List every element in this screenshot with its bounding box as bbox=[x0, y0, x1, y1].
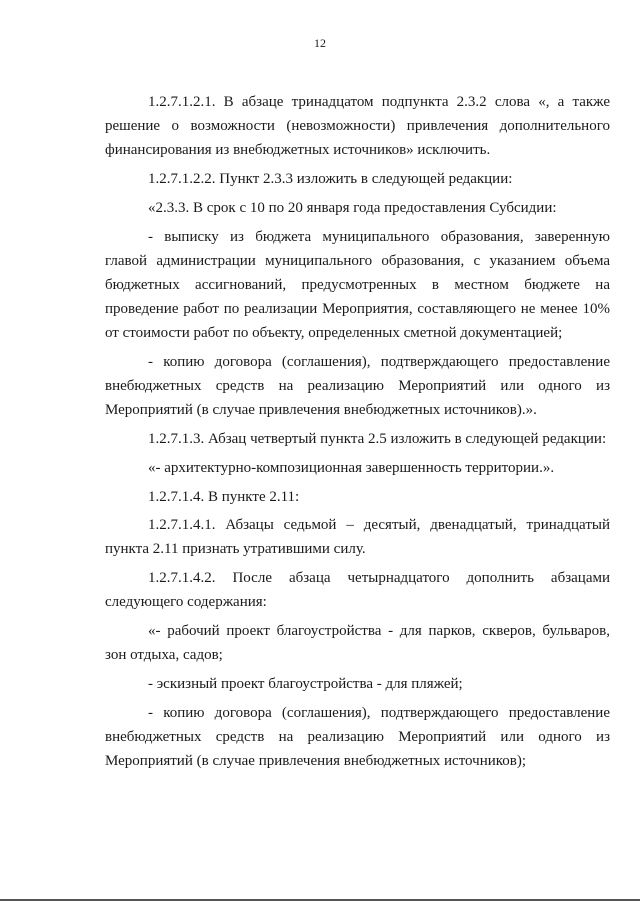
paragraph-2-3-3: «2.3.3. В срок с 10 по 20 января года предоставления Субсидии: bbox=[148, 199, 557, 216]
paragraph-budget-extract: - выписку из бюджета муниципального образования, заверенную главой администрации муниципального образования, с указанием объема бюджетных ассигнований, предусмотренных в местном бюджете на проведение работ по реализации Мероприятия, составляющего не менее 10% от стоимости работ по объекту, определенных сметной документацией; bbox=[105, 228, 610, 342]
page-number: 12 bbox=[314, 36, 326, 50]
paragraph-1-2-7-1-2-1: 1.2.7.1.2.1. В абзаце тринадцатом подпункта 2.3.2 слова «, а также решение о возможности (невозможности) привлечения дополнительного финансирования из внебюджетных источников» исключить. bbox=[105, 94, 610, 159]
paragraph-contract-copy-2: - копию договора (соглашения), подтверждающего предоставление внебюджетных средств на реализацию Мероприятий или одного из Мероприятий (в случае привлечения внебюджетных источников); bbox=[105, 704, 610, 770]
paragraph-working-project: «- рабочий проект благоустройства - для парков, скверов, бульваров, зон отдыха, садов; bbox=[105, 623, 610, 664]
paragraph-1-2-7-1-4-2: 1.2.7.1.4.2. После абзаца четырнадцатого дополнить абзацами следующего содержания: bbox=[105, 570, 610, 611]
paragraph-architectural: «- архитектурно-композиционная завершенность территории.». bbox=[148, 459, 555, 476]
scan-edge-line bbox=[0, 899, 640, 901]
paragraph-1-2-7-1-3: 1.2.7.1.3. Абзац четвертый пункта 2.5 изложить в следующей редакции: bbox=[148, 431, 607, 448]
paragraph-1-2-7-1-2-2: 1.2.7.1.2.2. Пункт 2.3.3 изложить в следующей редакции: bbox=[148, 171, 513, 188]
paragraph-1-2-7-1-4: 1.2.7.1.4. В пункте 2.11: bbox=[148, 488, 300, 505]
paragraph-sketch-project: - эскизный проект благоустройства - для пляжей; bbox=[148, 675, 463, 692]
document-body bbox=[105, 90, 610, 778]
paragraph-1-2-7-1-4-1: 1.2.7.1.4.1. Абзацы седьмой – десятый, двенадцатый, тринадцатый пункта 2.11 признать утратившими силу. bbox=[105, 517, 610, 558]
paragraph-contract-copy: - копию договора (соглашения), подтверждающего предоставление внебюджетных средств на реализацию Мероприятий или одного из Мероприятий (в случае привлечения внебюджетных источников).». bbox=[105, 354, 610, 419]
